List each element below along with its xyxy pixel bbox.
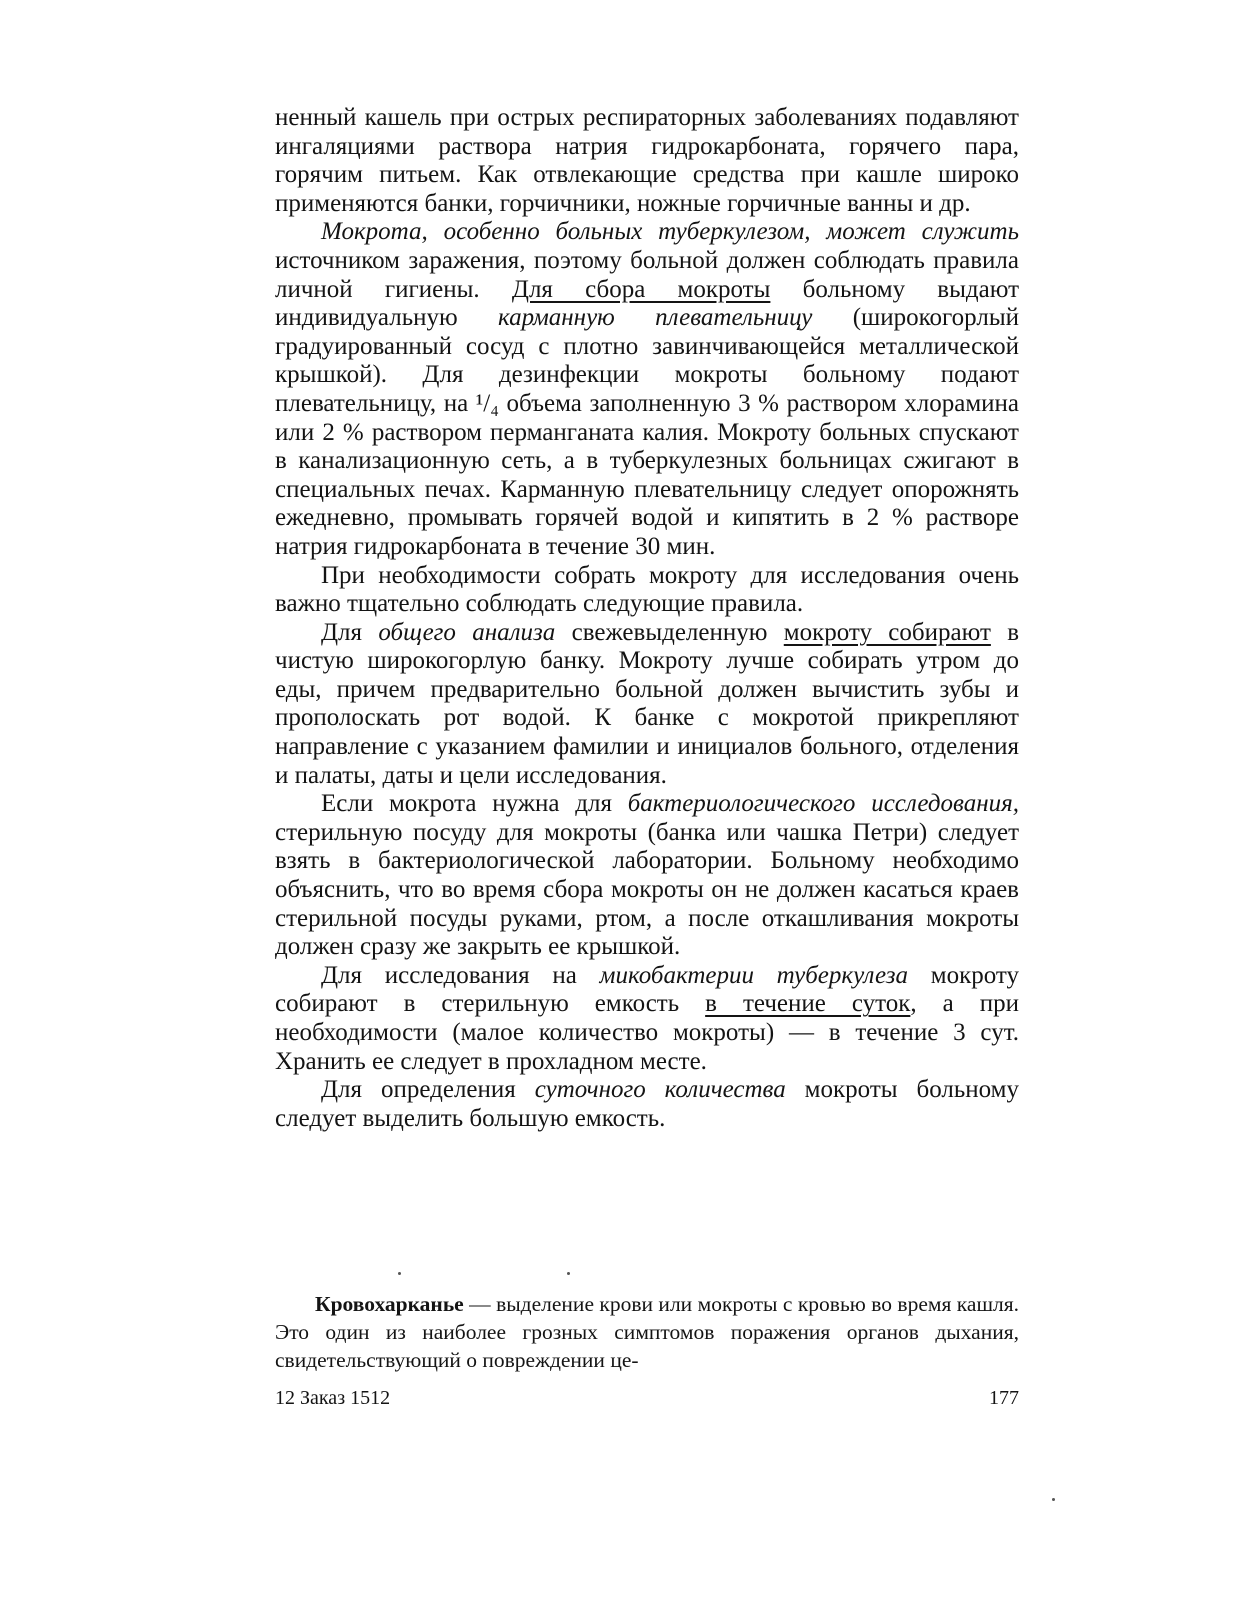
text-run: Для [321,618,379,646]
scan-speck [398,1272,401,1275]
text-run: в чистую широкогорлую банку. Мокроту лучше собирать утром до еды, причем предварительно больной должен вычистить зубы и прополоскать рот водой. К банке с мокротой прикрепляют направление с указанием фамилии и инициалов больного, отделения и палаты, даты и цели исследования. [275,618,1019,789]
definition-paragraph [275,1290,1019,1374]
lead-sentence: Мокрота, особенно больных туберкулезом, может служить источником заражения, поэтому больной должен соблюдать правила личной гигиены. [275,218,1019,303]
main-text-column [275,104,1019,1133]
text-run: , а при необходимости (малое количество мокроты) — в течение 3 сут. Хранить ее следует в прохладном месте. [275,990,1019,1075]
italic-term: суточного количества [534,1076,786,1104]
italic-term: общего анализа [378,618,556,646]
text-run: стерильную посуду для мокроты (банка или чашка Петри) следует взять в бактериологической лаборатории. Больному необходимо объяснить, что во время сбора мокроты он не должен касаться краев стерильной посуды руками, ртом, а после откашливания мокроты должен сразу же закрыть ее крышкой. [275,818,1019,961]
scan-speck [567,1272,570,1275]
text-run: (широкогорлый градуированный сосуд с плотно завинчивающейся металлической крышкой). Для дезинфекции мокроты больному подают плевательницу, на ¹/₄ объема заполненную 3 % раствором хлорамина или 2 % раствором перманганата калия. Мокроту больных спускают в канализационную сеть, а в туберкулезных больницах сжигают в специальных печах. Карманную плевательницу следует опорожнять ежедневно, промывать горячей водой и кипятить в 2 % растворе натрия гидрокарбоната в течение 30 мин. [275,304,1019,560]
body-paragraph [275,562,1019,619]
text-run: свежевыделенную [555,618,784,646]
text-run: больному выдают индивидуальную [275,275,1019,332]
underlined-phrase: Для сбора мокроты [511,275,771,303]
text-run: мокроты больному следует выделить большую емкость. [275,1076,1019,1132]
text-run: При необходимости собрать мокроту для исследования очень важно тщательно соблюдать следующие правила. [275,561,1019,618]
underlined-phrase: мокроту собирают [783,618,991,646]
printer-signature: 12 Заказ 1512 [275,1387,391,1409]
text-run: Если мокрота нужна для [321,790,628,818]
body-paragraph [275,790,1019,962]
italic-term: бактериологического исследования, [627,790,1019,818]
text-run: Для исследования на [321,961,600,989]
body-paragraph [275,962,1019,1076]
scan-speck [1052,1498,1055,1501]
definition-text: — выделение крови или мокроты с кровью во время кашля. Это один из наиболее грозных симптомов поражения органов дыхания, свидетельствующий о повреждении це- [275,1292,1019,1372]
body-paragraph [275,104,1019,218]
underlined-phrase: в течение суток [705,990,911,1018]
definition-term: Кровохарканье [315,1292,464,1316]
text-run: Для определения [321,1076,535,1104]
text-run: ненный кашель при острых респираторных заболеваниях подавляют ингаляциями раствора натрия гидрокарбоната, горячего пара, горячим питьем. Как отвлекающие средства при кашле широко применяются банки, горчичники, ножные горчичные ванны и др. [275,104,1019,217]
body-paragraph [275,619,1019,791]
page-number: 177 [989,1387,1019,1409]
italic-lead-clause: Мокрота, особенно больных туберкулезом, может служить [321,218,1019,246]
body-paragraph [275,1076,1019,1133]
italic-term: микобактерии туберкулеза [599,961,909,989]
text-run: мокроту собирают в стерильную емкость [275,961,1019,1018]
body-paragraph [275,218,1019,561]
italic-term: карманную плевательницу [498,304,813,332]
